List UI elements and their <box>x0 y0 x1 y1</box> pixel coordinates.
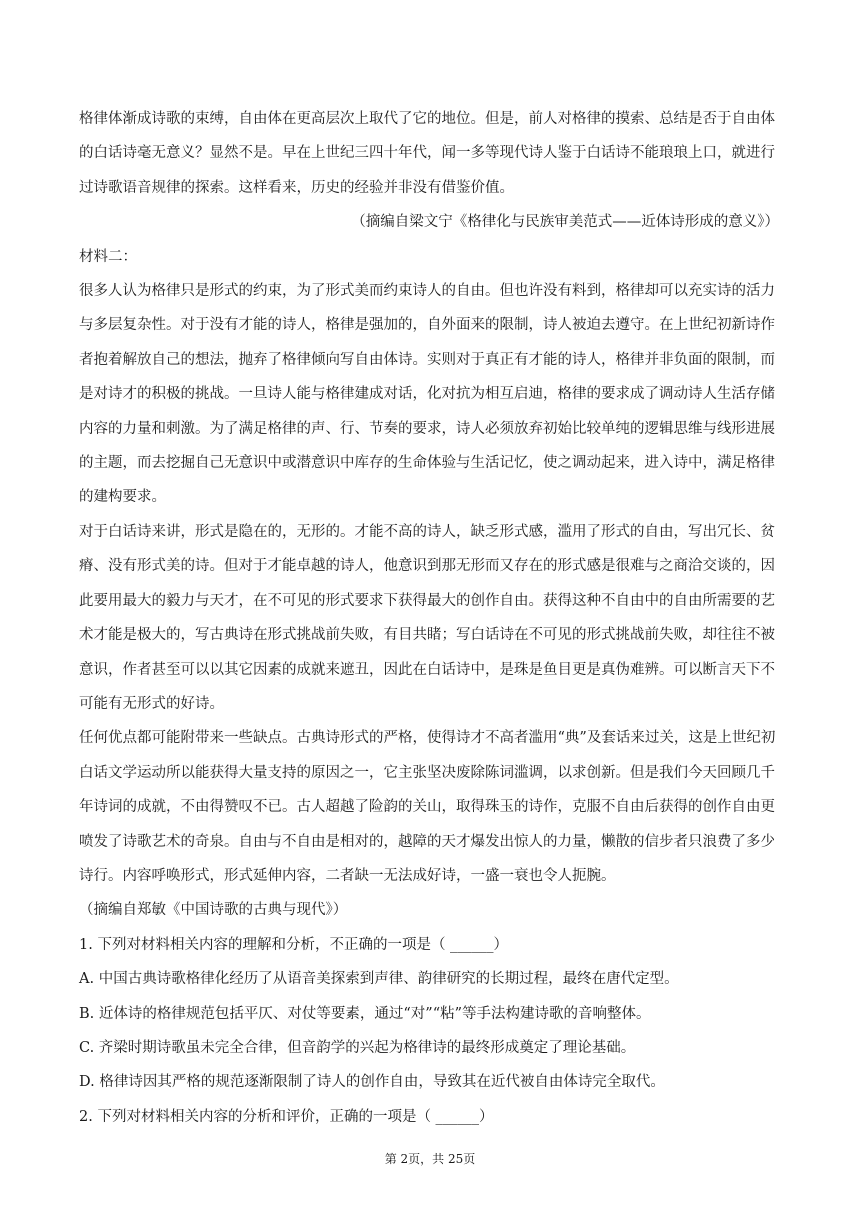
question-1-option-d: D. 格律诗因其严格的规范逐渐限制了诗人的创作自由，导致其在近代被自由体诗完全取代。 <box>79 1074 665 1091</box>
paragraph-1: 格律体渐成诗歌的束缚，自由体在更高层次上取代了它的地位。但是，前人对格律的摸索、总结是否于自由体的白话诗毫无意义？显然不是。早在上世纪三四十年代，闻一多等现代诗人鉴于白话诗不能琅琅上口，就进行过诗歌语音规律的探索。这样看来，历史的经验并非没有借鉴价值。 <box>79 111 775 196</box>
document-body <box>79 102 779 1134</box>
material-2-label: 材料二： <box>79 248 137 265</box>
question-1: 1. 下列对材料相关内容的理解和分析，不正确的一项是（ ______） <box>79 936 509 953</box>
paragraph-2: 很多人认为格律只是形式的约束，为了形式美而约束诗人的自由。但也许没有料到，格律却可以充实诗的活力与多层复杂性。对于没有才能的诗人，格律是强加的，自外面来的限制，诗人被迫去遵守。在上世纪初新诗作者抱着解放自己的想法，抛弃了格律倾向写自由体诗。实则对于真正有才能的诗人，格律并非负面的限制，而是对诗才的积极的挑战。一旦诗人能与格律建成对话，化对抗为相互启迪，格律的要求成了调动诗人生活存储内容的力量和刺激。为了满足格律的声、行、节奏的要求，诗人必须放弃初始比较单纯的逻辑思维与线形进展的主题，而去挖掘自己无意识中或潜意识中库存的生命体验与生活记忆，使之调动起来，进入诗中，满足格律的建构要求。 <box>79 283 775 506</box>
paragraph-4: 任何优点都可能附带来一些缺点。古典诗形式的严格，使得诗才不高者滥用“典”及套话来过关，这是上世纪初白话文学运动所以能获得大量支持的原因之一，它主张坚决废除陈词滥调，以求创新。但是我们今天回顾几千年诗词的成就，不由得赞叹不已。古人超越了险韵的关山，取得珠玉的诗作，克服不自由后获得的创作自由更喷发了诗歌艺术的奇泉。自由与不自由是相对的，越障的天才爆发出惊人的力量，懒散的信步者只浪费了多少诗行。内容呼唤形式，形式延伸内容，二者缺一无法成好诗，一盛一衰也令人扼腕。 <box>79 730 776 884</box>
page-number: 第 2页，共 25页 <box>384 1152 476 1166</box>
question-1-option-a: A. 中国古典诗歌格律化经历了从语音美探索到声律、韵律研究的长期过程，最终在唐代定型。 <box>79 971 679 988</box>
question-1-option-c: C. 齐梁时期诗歌虽未完全合律，但音韵学的兴起为格律诗的最终形成奠定了理论基础。 <box>79 1039 636 1056</box>
source-citation-2: （摘编自郑敏《中国诗歌的古典与现代》） <box>79 902 348 919</box>
question-1-option-b: B. 近体诗的格律规范包括平仄、对仗等要素，通过“对”“粘”等手法构建诗歌的音响整体。 <box>79 1005 651 1022</box>
source-citation-1: （摘编自梁文宁《格律化与民族审美范式——近体诗形成的意义》） <box>351 214 779 231</box>
paragraph-3: 对于白话诗来讲，形式是隐在的，无形的。才能不高的诗人，缺乏形式感，滥用了形式的自由，写出冗长、贫瘠、没有形式美的诗。但对于才能卓越的诗人，他意识到那无形而又存在的形式感是很难与之商洽交谈的，因此要用最大的毅力与天才，在不可见的形式要求下获得最大的创作自由。获得这种不自由中的自由所需要的艺术才能是极大的，写古典诗在形式挑战前失败，有目共睹；写白话诗在不可见的形式挑战前失败，却往往不被意识，作者甚至可以以其它因素的成就来遮丑，因此在白话诗中，是珠是鱼目更是真伪难辨。可以断言天下不可能有无形式的好诗。 <box>79 523 775 712</box>
question-2: 2. 下列对材料相关内容的分析和评价，正确的一项是（ ______） <box>79 1108 494 1125</box>
